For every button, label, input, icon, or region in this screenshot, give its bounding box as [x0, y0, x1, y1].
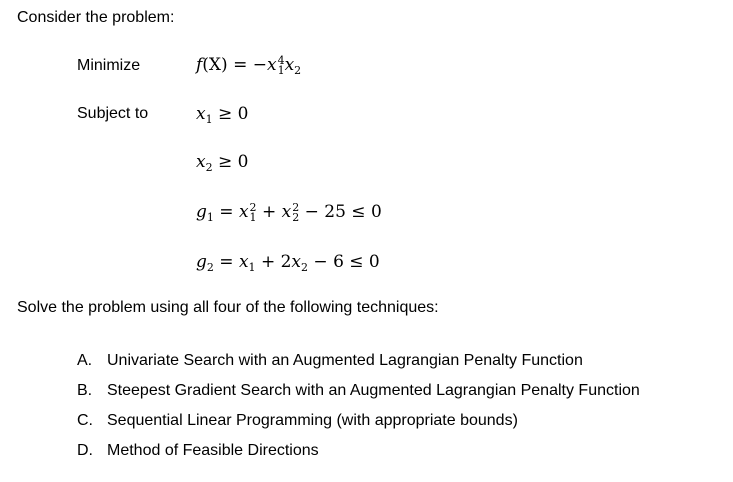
constraint-g1: [196, 201, 382, 229]
subject-to-label: Subject to: [77, 105, 149, 122]
math-variable: x: [238, 252, 249, 272]
list-item-letter: D.: [77, 442, 93, 459]
math-variable: f: [196, 55, 203, 75]
math-subscript: 1: [205, 113, 213, 126]
list-item-letter: A.: [77, 352, 93, 369]
math-variable: x: [196, 152, 206, 172]
math-variable: x: [291, 252, 302, 272]
math-text: +: [256, 202, 282, 222]
math-text: =: [213, 202, 239, 222]
list-item: Univariate Search with an Augmented Lagrangian Penalty Function: [107, 352, 583, 369]
math-subscript: 2: [294, 64, 302, 77]
math-subscript: 2: [205, 161, 213, 174]
objective-equation: [196, 54, 301, 82]
math-sup-sub: 2 2: [292, 200, 300, 224]
intro-text: Consider the problem:: [17, 9, 175, 26]
constraint-x1-nonneg: [196, 103, 248, 131]
instruction-text: Solve the problem using all four of the following techniques:: [17, 299, 439, 316]
math-text: − 25 ≤ 0: [299, 202, 382, 222]
math-variable: g: [196, 202, 207, 222]
math-variable: x: [196, 104, 206, 124]
list-item: Sequential Linear Programming (with appropriate bounds): [107, 412, 518, 429]
math-subscript: 1: [248, 261, 256, 274]
math-variable: g: [196, 252, 207, 272]
math-variable: x: [281, 202, 292, 222]
list-item-letter: C.: [77, 412, 93, 429]
list-item: Method of Feasible Directions: [107, 442, 319, 459]
math-text: =: [213, 252, 239, 272]
constraint-x2-nonneg: [196, 151, 248, 179]
math-text: − 6 ≤ 0: [308, 252, 380, 272]
minimize-label: Minimize: [77, 57, 141, 74]
math-sup-sub: 2 1: [249, 200, 257, 224]
math-subscript: 1: [206, 211, 214, 224]
math-text: (X) = −: [202, 55, 267, 75]
math-text: ≥ 0: [212, 152, 249, 172]
math-variable: x: [266, 55, 277, 75]
math-subscript: 2: [206, 261, 214, 274]
math-variable: x: [238, 202, 249, 222]
list-item-letter: B.: [77, 382, 93, 399]
constraint-g2: [196, 251, 380, 279]
math-text: + 2: [255, 252, 292, 272]
math-subscript: 2: [301, 261, 309, 274]
math-sup-sub: 4 1: [277, 53, 285, 77]
math-variable: x: [284, 55, 295, 75]
math-text: ≥ 0: [212, 104, 249, 124]
list-item: Steepest Gradient Search with an Augmented Lagrangian Penalty Function: [107, 382, 640, 399]
